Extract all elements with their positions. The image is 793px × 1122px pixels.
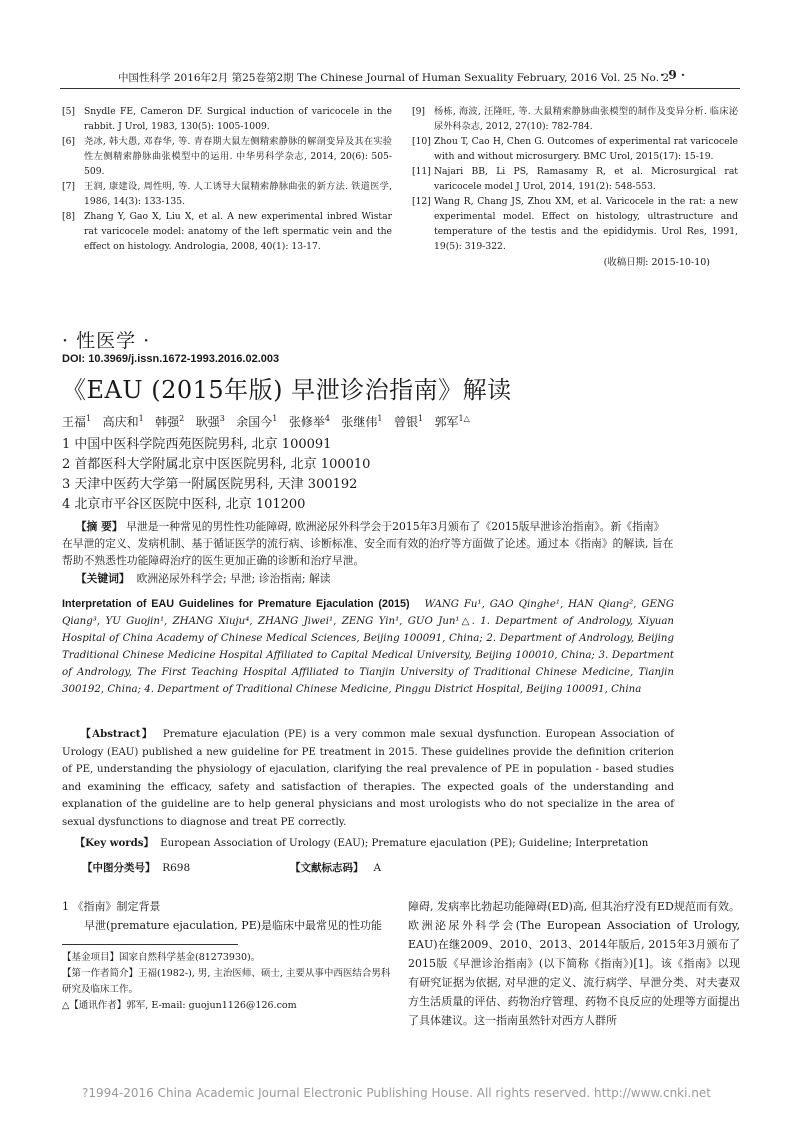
author: 耿强$^3$ <box>195 414 225 429</box>
reference-item: [10] Zhou T, Cao H, Chen G. Outcomes of experimental rat varicocele with and without microsurgery. BMC Urol, 2015(17): 15-19. <box>412 136 738 162</box>
reference-item: [11] Najari BB, Li PS, Ramasamy R, et al. Microsurgical rat varicocele model J Urol, 2014, 191(2): 548-553. <box>412 166 738 192</box>
body-paragraph: 障碍, 发病率比勃起功能障碍(ED)高, 但其治疗没有ED规范而有效。欧洲泌尿外科学会(The European Association of Urology, EAU)在继2009、2010、2013、2014年版后, 2015年3月颁布了2015版《早泄诊治指南》(以下简称《指南》)[1]。该《指南》以现有研究证据为依据, 对早泄的定义、流行病学、早泄分类、对夫妻双方生活质量的评估、药物治疗管理、药物不良反应的处理等方面提出了具体建议。这一指南虽然针对西方人群所 <box>408 900 740 1027</box>
author: 余国今$^1$ <box>236 414 278 429</box>
section-label: · 性医学 · <box>62 330 151 352</box>
body-right-column <box>408 897 740 1030</box>
author: 张修举$^4$ <box>288 414 330 429</box>
author: 王福$^1$ <box>62 414 92 429</box>
english-title: Interpretation of EAU Guidelines for Premature Ejaculation (2015) <box>62 598 410 610</box>
body-paragraph: 早泄(premature ejaculation, PE)是临床中最常见的性功能 <box>84 919 383 932</box>
section-heading: 1 《指南》制定背景 <box>62 900 161 913</box>
references-right <box>412 104 738 268</box>
copyright-footer: ?1994-2016 China Academic Journal Electronic Publishing House. All rights reserved. http://www.cnki.net <box>82 1086 711 1100</box>
english-header <box>62 596 674 698</box>
author: 郭军$^{1\triangle}$ <box>434 414 470 429</box>
doi: DOI: 10.3969/j.issn.1672-1993.2016.02.003 <box>62 353 280 365</box>
abstract-en: 【Abstract】 Premature ejaculation (PE) is a very common male sexual dysfunction. European Association of Urology (EAU) published a new guideline for PE treatment in 2015. These guidelines provide the definition criterion of PE, understanding the physiology of ejaculation, clarifying the real prevalence of PE in population - based studies and examining the efficacy, safety and satisfaction of therapies. The expected goals of the understanding and explanation of the guideline are to help general physicians and most urologists who do not specialize in the area of sexual dysfunctions to diagnose and treat PE correctly. <box>62 728 674 828</box>
footnote: 【基金项目】国家自然科学基金(81273930)。 <box>62 952 261 963</box>
keywords-en: 【Key words】 European Association of Urology (EAU); Premature ejaculation (PE); Guideline; Interpretation <box>74 837 649 849</box>
affiliation: 2 首都医科大学附属北京中医医院男科, 北京 100010 <box>62 457 371 472</box>
running-head: 中国性科学 2016年2月 第25卷第2期 The Chinese Journal of Human Sexuality February, 2016 Vol. 25 No. 2 <box>118 72 670 84</box>
article-title: 《EAU (2015年版) 早泄诊治指南》解读 <box>62 376 512 404</box>
reference-item: [9] 杨栋, 海波, 汪隆旺, 等. 大鼠精索静脉曲张模型的制作及变异分析. 临床泌尿外科杂志, 2012, 27(10): 782-784. <box>412 106 738 132</box>
author: 韩强$^2$ <box>155 414 185 429</box>
abstract-cn: 【摘 要】 早泄是一种常见的男性性功能障碍, 欧洲泌尿外科学会于2015年3月颁布了《2015版早泄诊治指南》。新《指南》在早泄的定义、发病机制、基于循证医学的流行病、诊断标准、安全而有效的治疗等方面做了论述。通过本《指南》的解读, 旨在帮助不熟悉性功能障碍治疗的医生更加正确的诊断和治疗早泄。 <box>62 520 674 567</box>
received-date: (收稿日期: 2015-10-10) <box>603 257 710 268</box>
english-authors: WANG Fu¹, GAO Qinghe¹, HAN Qiang², GENG Qiang³, YU Guojin¹, ZHANG Xiuju⁴, ZHANG Jiwei¹, ZENG Yin¹, GUO Jun¹△. <box>62 599 675 627</box>
author-list <box>62 413 470 430</box>
footnote: △【通讯作者】郭军, E-mail: guojun1126@126.com <box>62 1000 297 1011</box>
footnote-rule <box>62 944 238 945</box>
reference-item: [8] Zhang Y, Gao X, Liu X, et al. A new experimental inbred Wistar rat varicocele model: anatomy of the left spermatic vein and the effect on histology. Andrologia, 2008, 40(1): 13-17. <box>62 211 392 252</box>
keywords-cn: 【关键词】 欧洲泌尿外科学会; 早泄; 诊治指南; 解读 <box>75 572 331 585</box>
english-affiliation: 1. Department of Andrology, Xiyuan Hospital of China Academy of Chinese Medical Sciences, Beijing 100091, China; 2. Department of Andrology, Beijing Traditional Chinese Medicine Hospital Affiliated to Capital Medical University, Beijing 100010, China; 3. Department of Andrology, The First Teaching Hospital Affiliated to Tianjin University of Traditional Chinese Medicine, Tianjin 300192, China; 4. Department of Traditional Chinese Medicine, Pinggu District Hospital, Beijing 100091, China <box>62 616 674 695</box>
document-code: 【文献标志码】 A <box>290 862 382 874</box>
footnotes <box>62 950 392 1014</box>
author: 张继伟$^1$ <box>341 414 383 429</box>
footnote: 【第一作者简介】王福(1982-), 男, 主治医师、硕士, 主要从事中西医结合男科研究及临床工作。 <box>62 968 391 995</box>
reference-item: [5] Snydle FE, Cameron DF. Surgical induction of varicocele in the rabbit. J Urol, 1983, 130(5): 1005-1009. <box>62 106 392 132</box>
reference-item: [7] 王润, 康建设, 周性明, 等. 人工诱导大鼠精索静脉曲张的新方法. 铁道医学, 1986, 14(3): 133-135. <box>62 181 392 207</box>
references-left <box>62 104 392 254</box>
classification-number: 【中图分类号】 R698 <box>82 862 191 874</box>
body-left-column <box>62 897 392 935</box>
header-rule <box>60 88 740 89</box>
reference-item: [12] Wang R, Chang JS, Zhou XM, et al. Varicocele in the rat: a new experimental model. Effect on histology, ultrastructure and temperature of the testis and the epididymis. Urol Res, 1991, 19(5): 319-322. <box>412 196 738 252</box>
affiliation: 3 天津中医药大学第一附属医院男科, 天津 300192 <box>62 477 358 492</box>
author: 高庆和$^1$ <box>102 414 144 429</box>
page-number: · 9 · <box>660 68 686 82</box>
affiliation: 1 中国中医科学院西苑医院男科, 北京 100091 <box>62 437 332 452</box>
affiliation: 4 北京市平谷区医院中医科, 北京 101200 <box>62 497 306 512</box>
reference-item: [6] 尧冰, 韩大愚, 邓春华, 等. 青春期大鼠左侧精索静脉的解剖变异及其在实验性左侧精索静脉曲张模型中的运用. 中华男科学杂志, 2014, 20(6): 505-509. <box>62 136 392 177</box>
author: 曾银$^1$ <box>393 414 424 429</box>
